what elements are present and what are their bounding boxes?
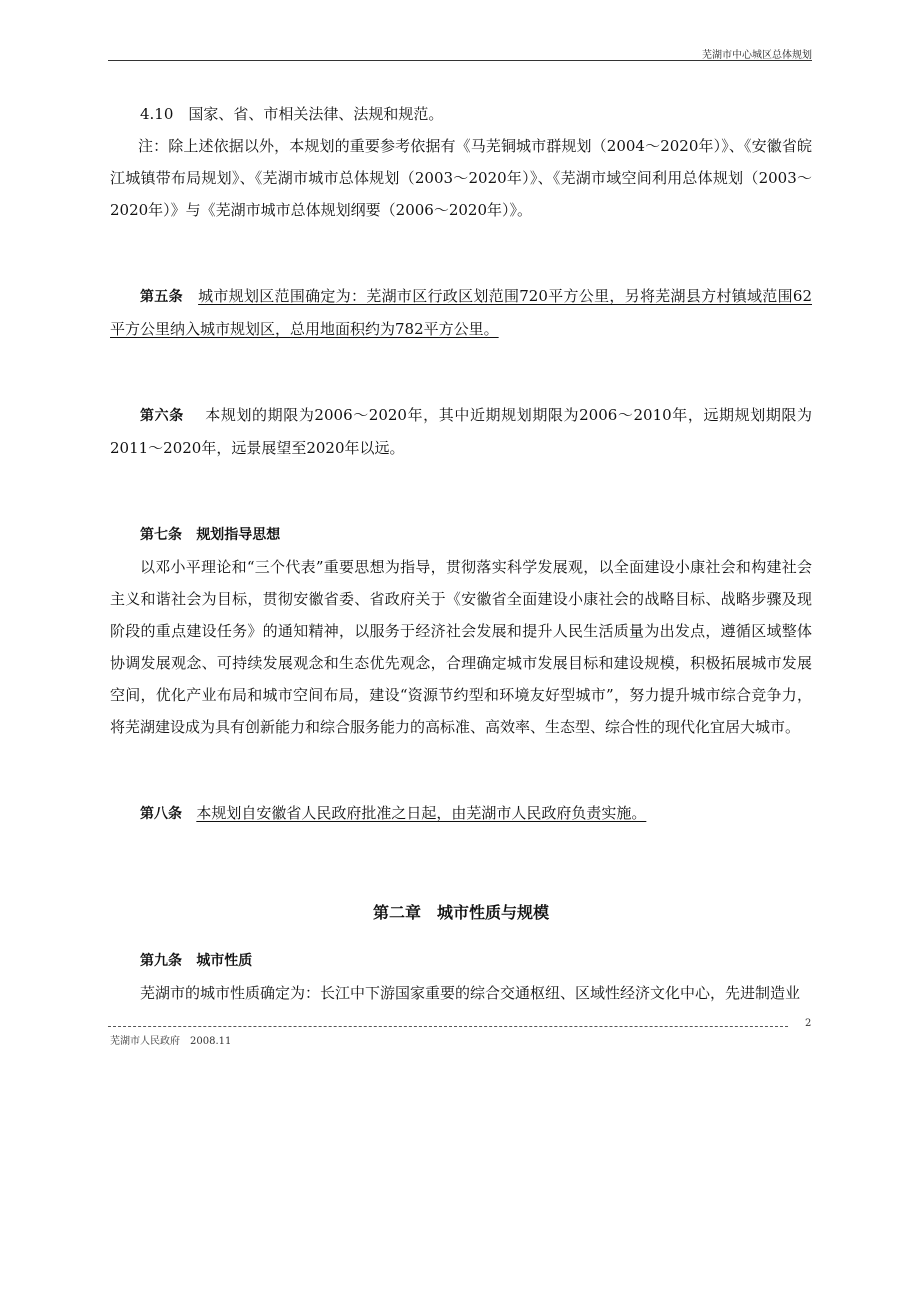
article-8-label: 第八条 — [140, 806, 182, 822]
article-7-heading — [110, 518, 812, 551]
article-5-label: 第五条 — [140, 289, 183, 305]
article-9-title: 城市性质 — [196, 953, 253, 969]
article-8-text: 本规划自安徽省人民政府批准之日起，由芜湖市人民政府负责实施。 — [196, 804, 647, 822]
article-7-text: 以邓小平理论和“三个代表”重要思想为指导，贯彻落实科学发展观，以全面建设小康社会和构建社会主义和谐社会为目标，贯彻安徽省委、省政府关于《安徽省全面建设小康社会的战略目标、战略步骤及现阶段的重点建设任务》的通知精神，以服务于经济社会发展和提升人民生活质量为出发点，遵循区域整体协调发展观念、可持续发展观念和生态优先观念，合理确定城市发展目标和建设规模，积极拓展城市发展空间，优化产业布局和城市空间布局，建设“资源节约型和环境友好型城市”，努力提升城市综合竞争力，将芜湖建设成为具有创新能力和综合服务能力的高标准、高效率、生态型、综合性的现代化宜居大城市。 — [110, 558, 812, 736]
article-6-label: 第六条 — [140, 408, 184, 424]
chapter-title: 第二章 城市性质与规模 — [372, 903, 549, 922]
footer-org-date: 芜湖市人民政府 2008.11 — [110, 1036, 232, 1047]
article-9-text: 芜湖市的城市性质确定为：长江中下游国家重要的综合交通枢纽、区域性经济文化中心，先进制造业 — [140, 984, 801, 1002]
footer-rule — [108, 1026, 788, 1027]
article-7-title: 规划指导思想 — [196, 527, 281, 543]
article-5-text: 城市规划区范围确定为：芜湖市区行政区划范围720平方公里，另将芜湖县方村镇域范围62平方公里纳入城市规划区，总用地面积约为782平方公里。 — [110, 287, 812, 338]
page-number: 2 — [805, 1018, 812, 1029]
article-5 — [110, 280, 812, 345]
header-rule — [108, 60, 812, 61]
article-9-label: 第九条 — [140, 953, 182, 969]
article-8 — [110, 797, 812, 830]
article-6 — [110, 399, 812, 464]
article-7-label: 第七条 — [140, 527, 182, 543]
running-header-title: 芜湖市中心城区总体规划 — [702, 50, 812, 61]
article-9-heading — [110, 944, 812, 977]
note-paragraph: 注：除上述依据以外，本规划的重要参考依据有《马芜铜城市群规划（2004～2020年）》、《安徽省皖江城镇带布局规划》、《芜湖市城市总体规划（2003～2020年）》、《芜湖市域空间利用总体规划（2003～2020年）》与《芜湖市城市总体规划纲要（2006～2020年）》。 — [110, 137, 812, 219]
document-body — [110, 98, 812, 1009]
item-4-10: 4.10 国家、省、市相关法律、法规和规范。 — [140, 105, 444, 123]
article-6-text: 本规划的期限为2006～2020年，其中近期规划期限为2006～2010年，远期规划期限为2011～2020年，远景展望至2020年以远。 — [110, 406, 813, 457]
